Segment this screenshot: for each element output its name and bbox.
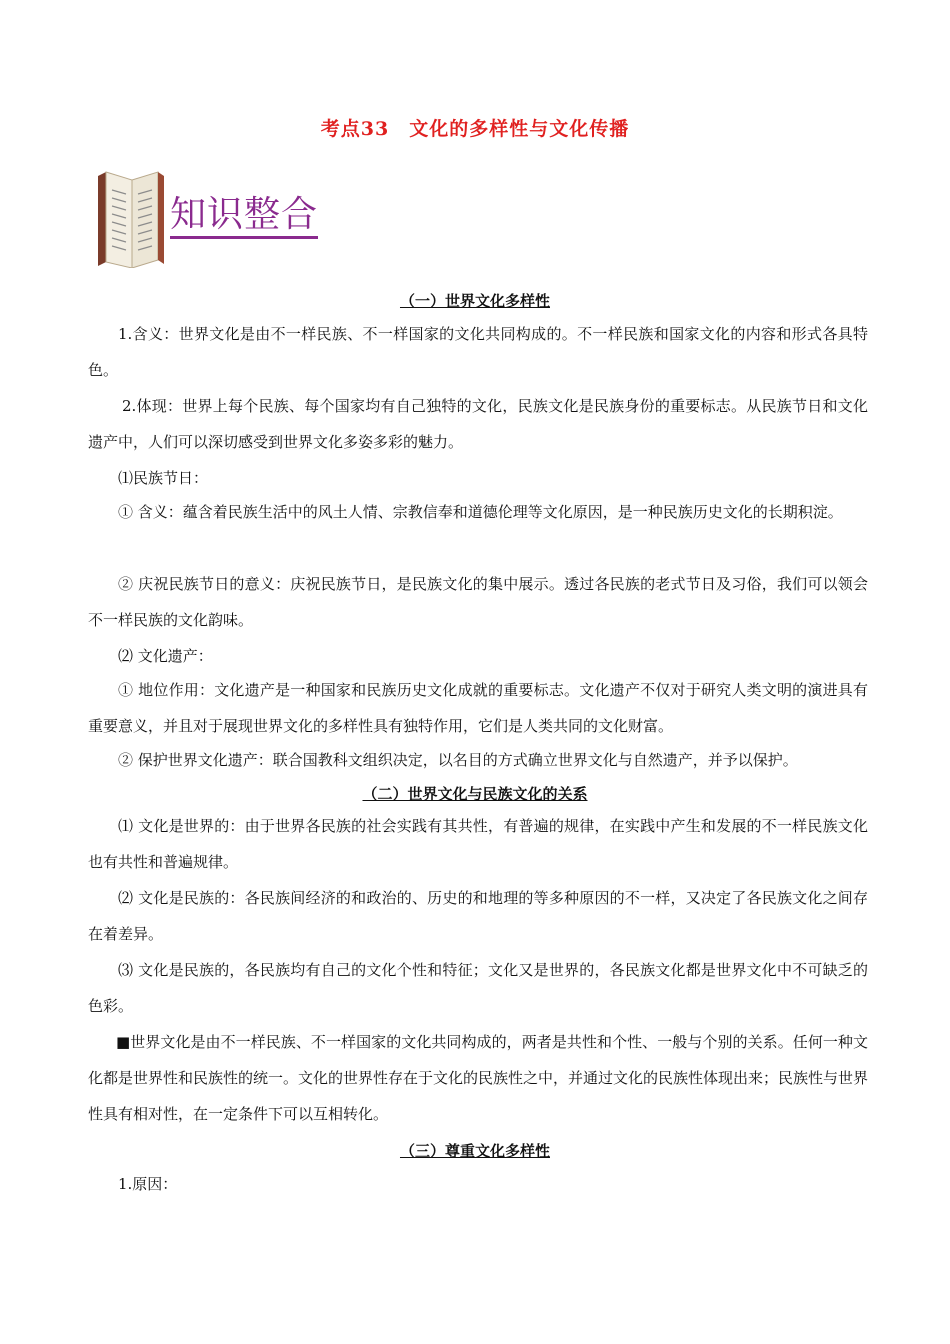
paragraph: ① 含义：蕴含着民族生活中的风土人情、宗教信奉和道德伦理等文化原因，是一种民族历史文化的长期积淀。	[118, 503, 843, 521]
knowledge-banner	[92, 168, 332, 268]
paragraph: ■世界文化是由不一样民族、不一样国家的文化共同构成的，两者是共性和个性、一般与个别的关系。任何一种文化都是世界性和民族性的统一。文化的世界性存在于文化的民族性之中，并通过文化的民族性体现出来；民族性与世界性具有相对性，在一定条件下可以互相转化。	[88, 1033, 869, 1123]
paragraph: ② 保护世界文化遗产：联合国教科文组织决定，以名目的方式确立世界文化与自然遗产，并予以保护。	[118, 751, 798, 769]
paragraph: ⑶ 文化是民族的，各民族均有自己的文化个性和特征；文化又是世界的，各民族文化都是世界文化中不可缺乏的色彩。	[88, 961, 868, 1015]
page-title: 考点33 文化的多样性与文化传播	[320, 118, 630, 140]
section-heading-2: （二）世界文化与民族文化的关系	[362, 785, 588, 803]
section-heading-3: （三）尊重文化多样性	[399, 1142, 550, 1160]
section-heading-1: （一）世界文化多样性	[399, 292, 550, 310]
book-icon	[92, 168, 172, 268]
paragraph: ② 庆祝民族节日的意义：庆祝民族节日，是民族文化的集中展示。透过各民族的老式节日及习俗，我们可以领会不一样民族的文化韵味。	[88, 575, 868, 629]
banner-heading: 知识整合	[170, 194, 318, 239]
paragraph: 1.原因：	[118, 1175, 178, 1193]
paragraph: ⑴民族节日：	[118, 469, 209, 487]
paragraph: 1.含义：世界文化是由不一样民族、不一样国家的文化共同构成的。不一样民族和国家文化的内容和形式各具特色。	[88, 325, 868, 379]
paragraph: ⑴ 文化是世界的：由于世界各民族的社会实践有其共性，有普遍的规律，在实践中产生和发展的不一样民族文化也有共性和普遍规律。	[88, 817, 868, 871]
paragraph: 2.体现：世界上每个民族、每个国家均有自己独特的文化，民族文化是民族身份的重要标志。从民族节日和文化遗产中，人们可以深切感受到世界文化多姿多彩的魅力。	[88, 397, 868, 451]
paragraph: ⑵ 文化遗产：	[118, 647, 213, 665]
paragraph: ⑵ 文化是民族的：各民族间经济的和政治的、历史的和地理的等多种原因的不一样，又决定了各民族文化之间存在着差异。	[88, 889, 868, 943]
paragraph: ① 地位作用：文化遗产是一种国家和民族历史文化成就的重要标志。文化遗产不仅对于研究人类文明的演进具有重要意义，并且对于展现世界文化的多样性具有独特作用，它们是人类共同的文化财富。	[88, 681, 868, 735]
